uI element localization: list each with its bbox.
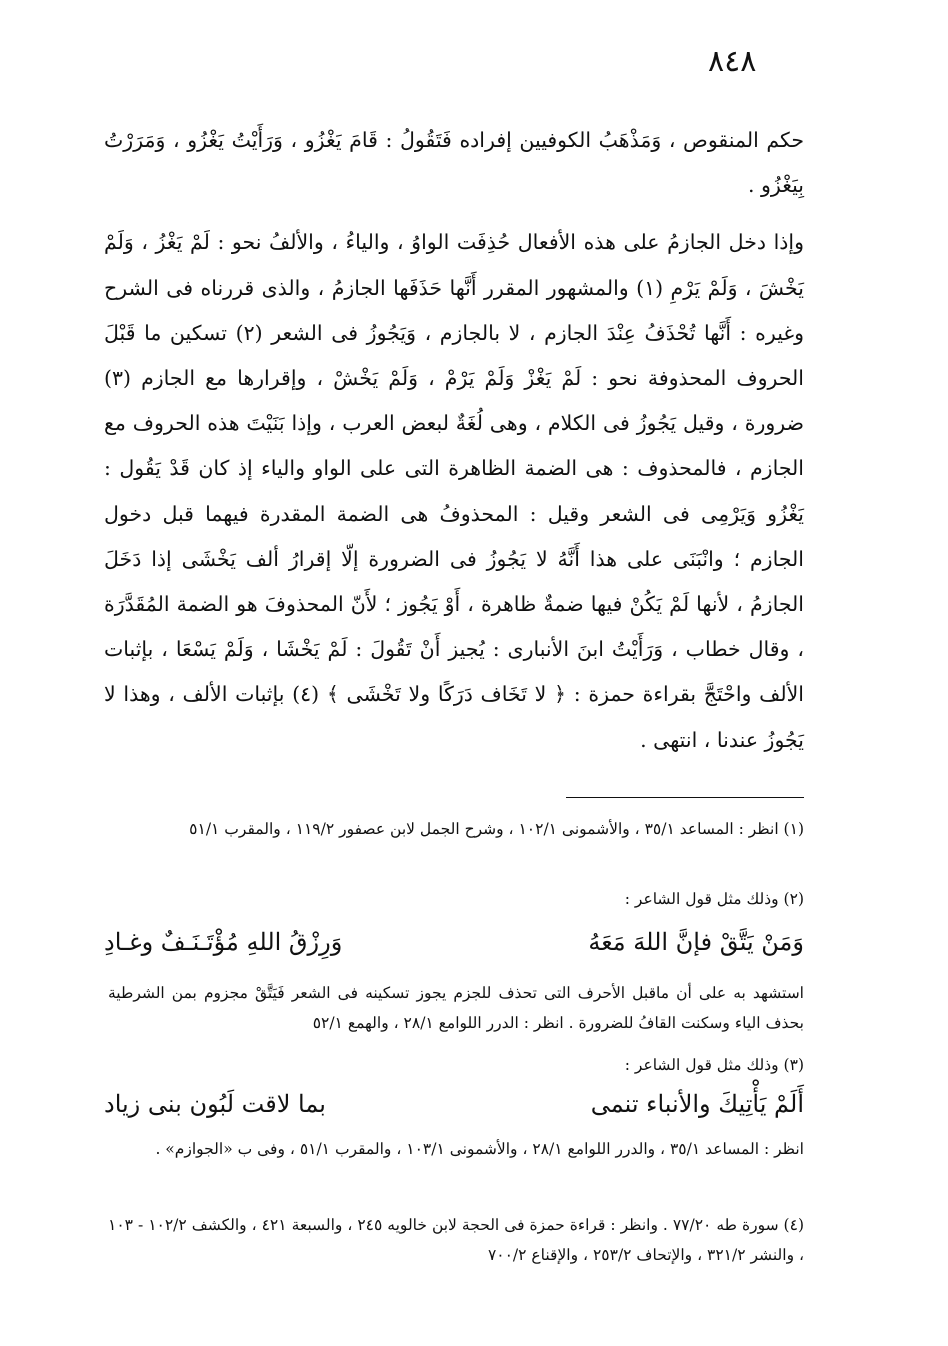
footnote-2-intro: (٢) وذلك مثل قول الشاعر : (624, 890, 804, 908)
paragraph-1: حكم المنقوص ، وَمَذْهَبُ الكوفيين إفراده فَتَقُولُ : قَامَ يَغْزُو ، وَرَأَيْتُ يَغْزُو ، وَمَرَرْتُ بِيَغْزُو . (104, 128, 804, 198)
footnote-3-note: انظر : المساعد ٣٥/١ ، والدرر اللوامع ٢٨/١ ، والأشمونى ١٠٣/١ ، والمقرب ٥١/١ ، وفى ب «الجوازم» . (155, 1140, 804, 1158)
footnote-3-intro: (٣) وذلك مثل قول الشاعر : (624, 1056, 804, 1074)
footnote-2-note: استشهد به على أن ماقبل الأحرف التى تحذف للجزم يجوز تسكينه فى الشعر فَيَتَّقْ مجزوم بمن الشرطية بحذف الياء وسكنت القافُ للضرورة . انظر : الدرر اللوامع ٢٨/١ ، والهمع ٥٢/١ (108, 984, 804, 1032)
page-number: ٨٤٨ (708, 44, 757, 79)
verse-2-second-hemistich: بما لاقت لَبُون بنى زياد (104, 1090, 326, 1118)
footnote-4: (٤) سورة طه ٧٧/٢٠ . وانظر : قراءة حمزة فى الحجة لابن خالويه ٢٤٥ ، والسبعة ٤٢١ ، والكشف ١٠٢/٢ - ١٠٣ ، والنشر ٣٢١/٢ ، والإتحاف ٢٥٣/٢ ، والإقناع ٧٠٠/٢ (108, 1216, 804, 1264)
footnote-separator (566, 797, 804, 798)
verse-2-first-hemistich: أَلَمْ يَأْتِيكَ والأنباء تنمى (590, 1090, 804, 1118)
verse-2 (104, 1090, 804, 1138)
verse-1 (104, 928, 804, 976)
verse-1-first-hemistich: وَمَنْ يَتَّقْ فإنَّ اللهَ مَعَهُ (588, 928, 804, 956)
main-text (104, 118, 804, 763)
paragraph-2: وإذا دخل الجازمُ على هذه الأفعال حُذِفَت الواوُ ، والياءُ ، والألفُ نحو : لَمْ يَغْزُ ، وَلَمْ يَخْشَ ، وَلَمْ يَرْمِ (١) والمشهور المقرر أَنَّها حَذَفَها الجازمُ ، والذى قررناه فى الشرح وغيره : أَنَّها تُحْذَفُ عِنْدَ الجازم ، لا بالجازم ، وَيَجُوزُ فى الشعر (٢) تسكين ما قَبْلَ الحروف المحذوفة نحو : لَمْ يَغْزْ وَلَمْ يَرْمْ ، وَلَمْ يَخْشْ ، وإقرارها مع الجازم (٣) ضرورة ، وقيل يَجُوزُ فى الكلام ، وهى لُغَةٌ لبعض العرب ، وإذا بَنَيْتَ هذه الحروف مع الجازم ، فالمحذوف : هى الضمة الظاهرة التى على الواو والياء إذ كان قَدْ يَقُول : يَغْزُو وَيَرْمِى فى الشعر وقيل : المحذوفُ هى الضمة المقدرة فيهما قبل دخول الجازم ؛ وانْبَنَى على هذا أَنَّهُ لا يَجُوزُ فى الضرورة إلّا إقرارُ ألف يَخْشَى إذا دَخَلَ الجازمُ ، لأنها لَمْ يَكُنْ فيها ضمةٌ ظاهرة ، أَوْ يَجُوز ؛ لأَنّ المحذوفَ هو الضمة المُقَدَّرَة ، وقال خطاب ، وَرَأَيْتُ ابنَ الأنبارى : يُجيز أَنْ تَقُولَ : لَمْ يَخْشَا ، وَلَمْ يَسْعَا ، بإثبات الألف واحْتَجَّ بقراءة حمزة : ﴿ لا تَخَاف دَرَكًا ولا تَخْشَى ﴾ (٤) بإثبات الألف ، وهذا لا يَجُوزُ عندنا ، انتهى . (104, 230, 804, 752)
footnote-1: (١) انظر : المساعد ٣٥/١ ، والأشمونى ١٠٢/١ ، وشرح الجمل لابن عصفور ١١٩/٢ ، والمقرب ٥١/١ (189, 820, 804, 838)
verse-1-second-hemistich: وَرِزْقُ اللهِ مُؤْتَـنَـفٌ وغـادِ (104, 928, 343, 956)
